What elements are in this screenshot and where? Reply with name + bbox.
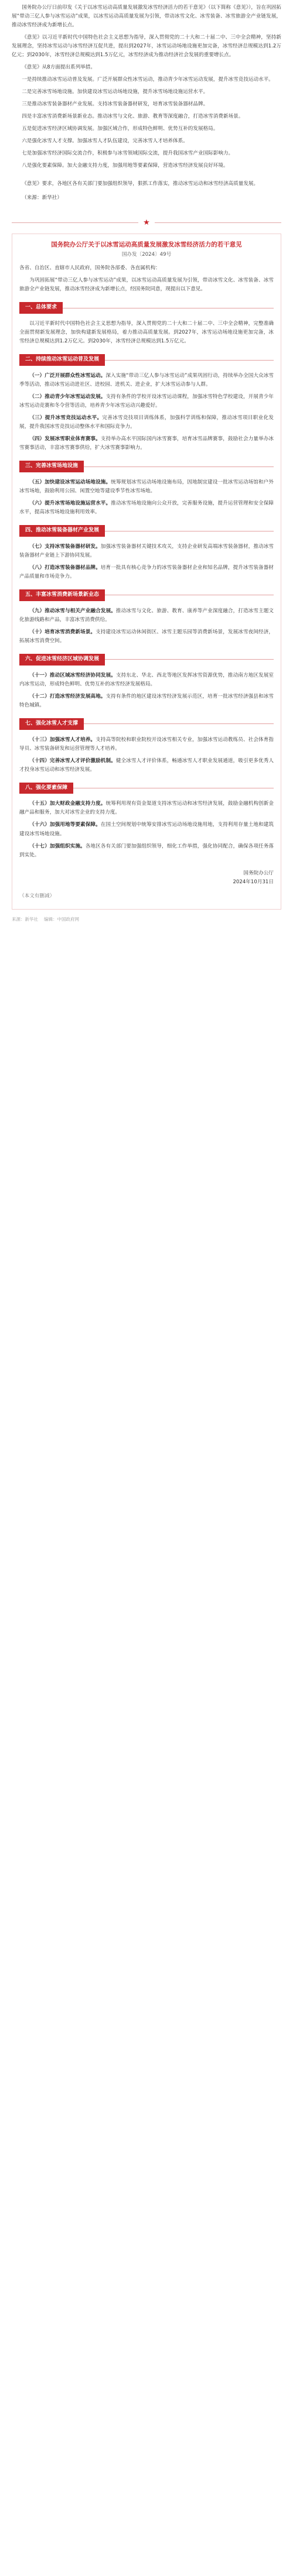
paragraph-text: 推动冰雪场地设施向公众开放，完善服务设施，提升运营管理和安全保障水平，提高冰雪场地设施利用效率。 (19, 500, 274, 516)
paragraph-lead: （十）培育冰雪消费新场景。 (29, 629, 96, 635)
summary-section (0, 177, 293, 209)
paragraph-text: 支持有条件的学校开设冰雪运动课程，加强冰雪特色学校建设，开展青少年冰雪运动竞赛和冬令营等活动，培养青少年冰雪运动兴趣爱好。 (19, 394, 274, 409)
section-paragraph (19, 414, 274, 431)
intro-paragraph: 三是推动冰雪装备器材产业发展。支持冰雪装备器材研发，培育冰雪装备器材品牌。 (22, 101, 209, 108)
paragraph-lead: （三）提升冰雪竞技运动水平。 (29, 415, 103, 421)
section-paragraph (19, 499, 274, 517)
paragraph-text: 统筹利用现有资金渠道支持冰雪运动和冰雪经济发展，鼓励金融机构创新金融产品和服务，加大对冰雪企业的支持力度。 (19, 801, 274, 816)
section-paragraph (19, 628, 274, 646)
section-paragraph (19, 372, 274, 389)
section-heading-label: 五、丰富冰雪消费新场景新业态 (19, 589, 105, 601)
paragraph-lead: （十五）加大财政金融支持力度。 (29, 801, 106, 807)
section-heading-line (84, 723, 274, 724)
paragraph-text: 支持举办高水平国际国内冰雪赛事，培育冰雪品牌赛事，鼓励社会力量举办冰雪赛事活动，丰富冰雪赛事供给，扩大冰雪赛事影响力。 (19, 436, 274, 451)
section-heading-label: 七、强化冰雪人才支撑 (19, 718, 84, 730)
paragraph-lead: （二）推动青少年冰雪运动发展。 (29, 394, 106, 400)
section-paragraph (19, 821, 274, 838)
paragraph-lead: （七）支持冰雪装备器材研发。 (29, 543, 101, 550)
paragraph-text: 各地区各有关部门要加强组织领导，细化工作举措，强化协同配合，确保各项任务落到实处。 (19, 843, 274, 858)
document-box (12, 234, 281, 910)
section-heading-label: 六、促进冰雪经济区域协调发展 (19, 654, 105, 666)
signature-block (19, 869, 274, 887)
divider-line-right (155, 222, 281, 223)
paragraph-text: 支持有条件的地区建设冰雪经济发展示范区，培育一批冰雪经济强县和冰雪特色城镇。 (19, 693, 274, 708)
section-paragraph (19, 842, 274, 860)
paragraph-lead: （十七）加强组织实施。 (29, 843, 86, 849)
paragraph-lead: （十四）完善冰雪人才评价激励机制。 (29, 757, 116, 764)
paragraph-lead: （五）加快建设冰雪运动场地设施。 (29, 479, 111, 486)
intro-section (0, 0, 293, 177)
section-paragraph (19, 671, 274, 689)
paragraph-text: 在国土空间规划中统筹安排冰雪运动场地设施用地，支持利用存量土地和建筑建设冰雪场地设施。 (19, 822, 274, 837)
section-heading-label: 一、总体要求 (19, 302, 63, 314)
section-divider (12, 219, 281, 227)
intro-paragraph: 《意见》从8方面提出系列举措。 (22, 64, 96, 71)
document-number: 国办发〔2024〕49号 (121, 252, 172, 258)
footer (12, 915, 281, 923)
paragraph-text: 深入实施“带动三亿人参与冰雪运动”成果巩固行动，持续举办全国大众冰雪季等活动，推动冰雪运动进社区、进校园、进机关、进企业，扩大冰雪运动参与人群。 (19, 373, 274, 388)
section-paragraph (19, 692, 274, 710)
section-heading (19, 589, 274, 601)
sign-date: 2024年10月31日 (233, 879, 274, 886)
paragraph-text: 加强冰雪装备器材关键技术攻关，支持企业研发高端冰雪装备器材，推动冰雪装备器材产业链上下游协同发展。 (19, 543, 274, 558)
paragraph-lead: （十一）推动区域冰雪经济协同发展。 (29, 672, 116, 678)
section-paragraph (19, 564, 274, 581)
section-paragraph (19, 800, 274, 817)
intro-paragraph: 五是促进冰雪经济区域协调发展。加强区域合作，形成特色鲜明、优势互补的发展格局。 (22, 126, 219, 132)
divider-line-left (12, 222, 138, 223)
section-heading (19, 783, 274, 794)
paragraph-text: 健全冰雪人才评价体系，畅通冰雪人才职业发展通道，吸引更多优秀人才投身冰雪运动和冰雪经济发展。 (19, 757, 274, 773)
paragraph-text: 支持建设冰雪运动休闲街区、冰雪主题乐园等消费新场景，发展冰雪夜间经济，拓展冰雪消费空间。 (19, 629, 274, 644)
section-heading (19, 718, 274, 730)
section-heading-label: 三、完善冰雪场地设施 (19, 461, 84, 472)
intro-paragraph: 一是持续推动冰雪运动普及发展。广泛开展群众性冰雪运动，推动青少年冰雪运动发展，提升冰雪竞技运动水平。 (22, 77, 274, 83)
paragraph-text: 培育一批具有核心竞争力的冰雪装备器材企业和知名品牌，提升冰雪装备器材产品质量和市场竞争力。 (19, 564, 274, 580)
footer-editor: 编辑：中国政府网 (44, 916, 79, 922)
paragraph-lead: （八）打造冰雪装备器材品牌。 (29, 564, 101, 571)
page (0, 0, 293, 931)
section-heading (19, 302, 274, 314)
section-paragraph (19, 543, 274, 560)
intro-paragraph: 《意见》以习近平新时代中国特色社会主义思想为指导，深入贯彻党的二十大和二十届二中、三中全会精神，坚持新发展理念，坚持冰雪运动与冰雪经济互促共进，提出到2027年，冰雪运动场地设施更加完备，冰雪经济总规模达到1.2万亿元；到2030年，冰雪经济总规模达到1.5万亿元，冰雪经济成为推动经济社会发展的重要增长点。 (12, 35, 281, 59)
section-paragraph (19, 435, 274, 452)
summary-paragraph: （来源：新华社） (22, 194, 62, 201)
paragraph-text: 推动冰雪与文化、旅游、教育、康养等产业深度融合，打造冰雪主题文化旅游线路和产品，丰富冰雪消费供给。 (19, 608, 274, 623)
section-heading (19, 525, 274, 537)
paragraph-lead: （九）推动冰雪与相关产业融合发展。 (29, 608, 116, 614)
paragraph-lead: （一）广泛开展群众性冰雪运动。 (29, 373, 106, 379)
paragraph-text: 以习近平新时代中国特色社会主义思想为指导，深入贯彻党的二十大和二十届二中、三中全会精神，完整准确全面贯彻新发展理念，加快构建新发展格局，着力推动高质量发展。到2027年，冰雪运动场地设施更加完备，冰雪经济总规模达到1.2万亿元。到2030年，冰雪经济总规模达到1.5万亿元。 (19, 321, 274, 345)
signer: 国务院办公厅 (243, 870, 274, 876)
document-opening: 为巩固拓展“带动三亿人参与冰雪运动”成果，以冰雪运动高质量发展为引领，带动冰雪文化、冰雪装备、冰雪旅游全产业链发展，推动冰雪经济成为新增长点，经国务院同意，现提出以下意见。 (19, 277, 274, 293)
paragraph-text: 支持东北、华北、西北等地区发挥冰雪资源优势，推动南方地区发展室内冰雪运动，形成特色鲜明、优势互补的冰雪经济发展格局。 (19, 672, 274, 687)
section-paragraph (19, 320, 274, 346)
section-heading-line (105, 659, 274, 660)
section-heading (19, 654, 274, 666)
section-heading-label: 四、推动冰雪装备器材产业发展 (19, 525, 105, 537)
section-heading (19, 354, 274, 366)
document-title: 国务院办公厅关于以冰雪运动高质量发展激发冰雪经济活力的若干意见 (51, 241, 242, 248)
document-address: 各省、自治区、直辖市人民政府，国务院各部委、各直属机构： (19, 265, 161, 272)
section-paragraph (19, 393, 274, 410)
intro-paragraph: 六是强化冰雪人才支撑。加强冰雪人才队伍建设，完善冰雪人才培养体系。 (22, 138, 188, 145)
intro-paragraph: 八是强化要素保障。加大金融支持力度，加强用地等要素保障，营造冰雪经济发展良好环境。 (22, 163, 229, 169)
paragraph-text: 完善冰雪竞技项目训练体系，加强科学训练和保障，推动冰雪项目职业化发展，提升我国冰雪竞技运动整体水平和国际竞争力。 (19, 415, 274, 430)
section-paragraph (19, 736, 274, 753)
intro-paragraph: 七是加强冰雪经济国际交流合作，积极参与冰雪领域国际交流，提升我国冰雪产业国际影响力。 (22, 150, 234, 157)
footer-source: 来源：新华社 (12, 916, 38, 922)
paragraph-text: 支持高等院校和职业院校开设冰雪相关专业，加强冰雪运动教练员、社会体育指导员、冰雪装备研发和运营管理等人才培养。 (19, 736, 274, 752)
paragraph-text: 统筹规划冰雪运动场地设施布局，因地制宜建设一批冰雪运动场馆和户外冰雪场地，鼓励利用公园、闲置空地等建设季节性冰雪场地。 (19, 479, 274, 495)
paragraph-lead: （十三）加强冰雪人才培养。 (29, 736, 96, 743)
paragraph-lead: （六）提升冰雪场地设施运营水平。 (29, 500, 111, 507)
star-icon: ★ (143, 218, 150, 227)
paragraph-lead: （四）发展冰雪职业体育赛事。 (29, 436, 101, 443)
section-heading-label: 八、强化要素保障 (19, 783, 73, 794)
summary-paragraph: 《意见》要求，各地区各有关部门要加强组织领导，狠抓工作落实，推动冰雪运动和冰雪经济高质量发展。 (22, 181, 259, 187)
intro-paragraph: 二是完善冰雪场地设施。加快建设冰雪运动场地设施，提升冰雪场地设施运营水平。 (22, 89, 209, 95)
section-paragraph (19, 478, 274, 496)
paragraph-lead: （十二）打造冰雪经济发展高地。 (29, 693, 106, 699)
section-heading-label: 二、持续推动冰雪运动普及发展 (19, 354, 105, 366)
intro-paragraph: 四是丰富冰雪消费新场景新业态。推动冰雪与文化、旅游、教育等深度融合，打造冰雪消费新场景。 (22, 114, 244, 120)
intro-paragraph: 国务院办公厅日前印发《关于以冰雪运动高质量发展激发冰雪经济活力的若干意见》（以下简称《意见》），旨在巩固拓展“带动三亿人参与冰雪运动”成果，以冰雪运动高质量发展为引领，带动冰雪文化、冰雪装备、冰雪旅游全产业链发展，推动冰雪经济成为新增长点。 (12, 5, 281, 29)
document-sections (19, 302, 274, 859)
paragraph-lead: （十六）加强用地等要素保障。 (29, 822, 101, 828)
section-heading-line (105, 360, 274, 361)
section-paragraph (19, 607, 274, 625)
editorial-note: （本文有删减） (19, 893, 55, 899)
section-heading (19, 461, 274, 472)
section-paragraph (19, 757, 274, 774)
